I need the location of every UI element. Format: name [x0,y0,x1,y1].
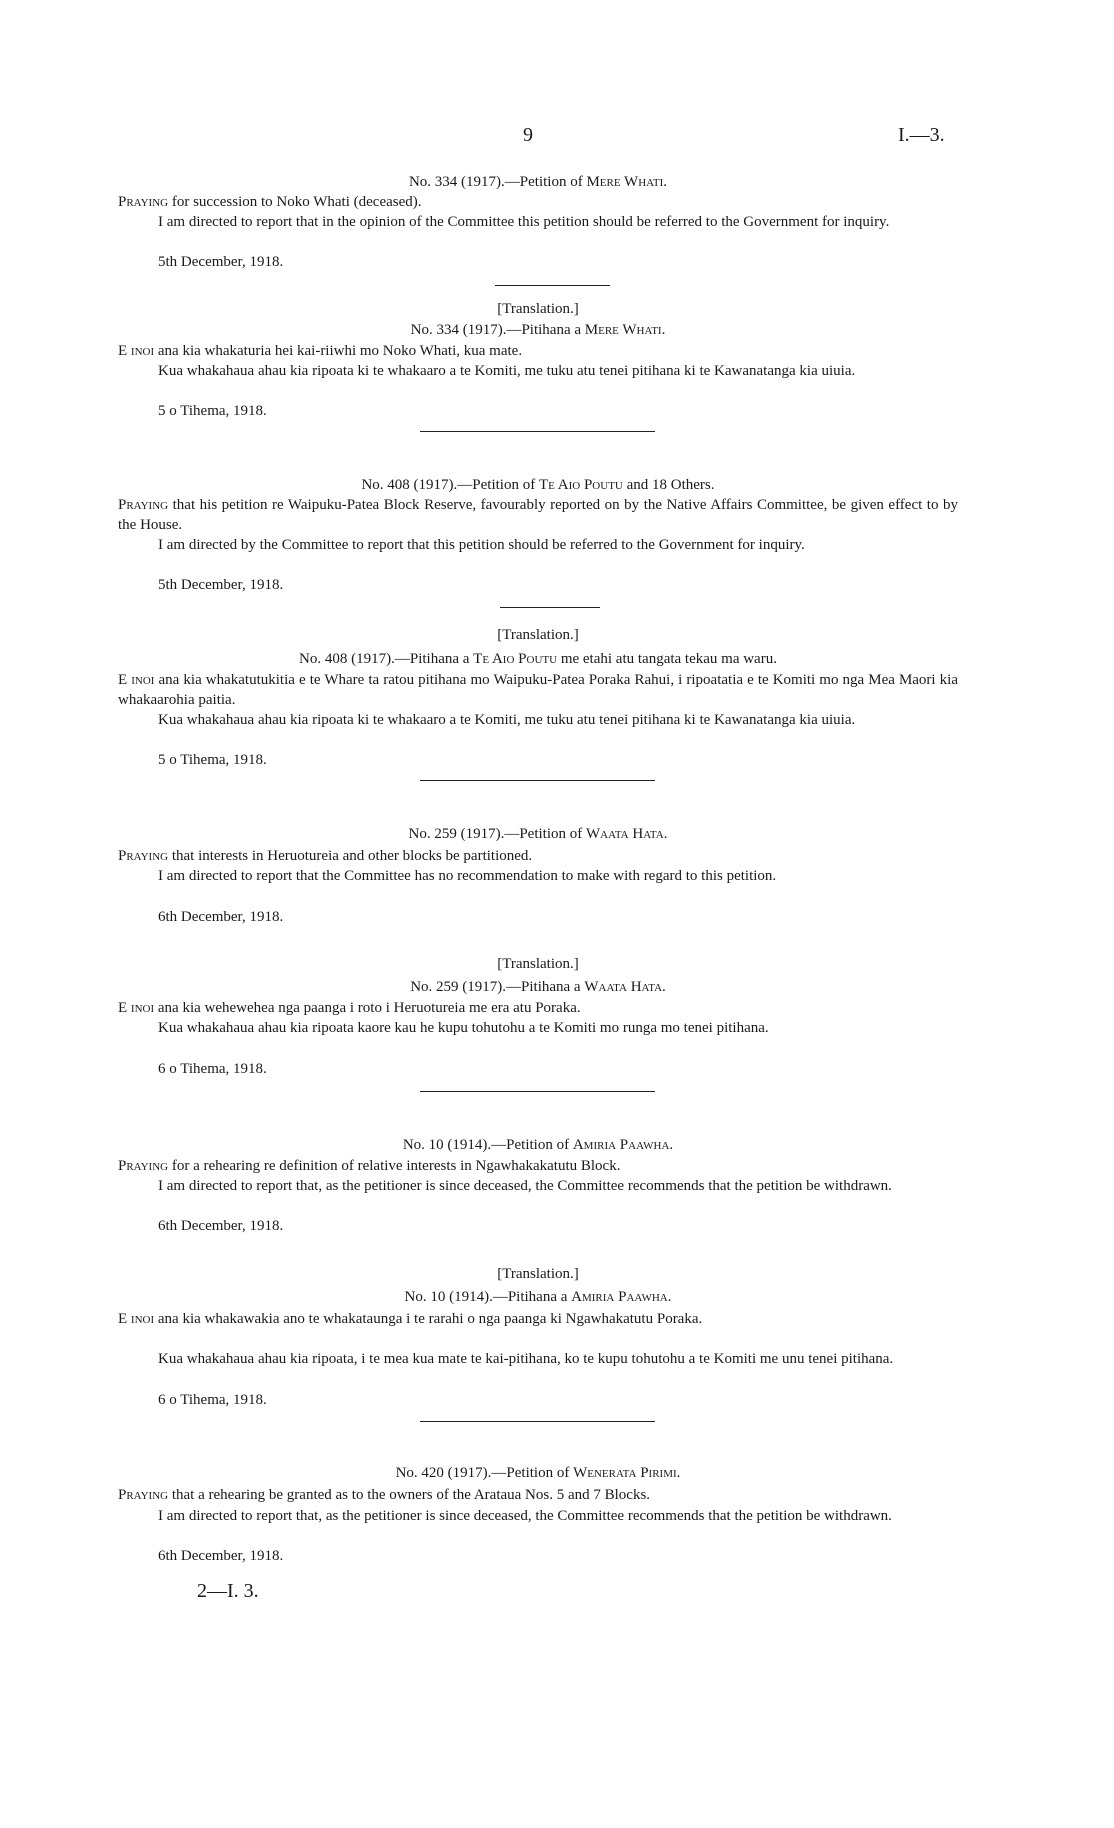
section-divider [420,1091,655,1092]
section-divider [420,780,655,781]
section-divider [420,431,655,432]
petition-report: I am directed to report that, as the petitioner is since deceased, the Committee recommends that the petition be withdrawn. [158,1508,892,1524]
translation-inoi: E inoi ana kia whakawakia ano te whakataunga i te rarahi o nga paanga ki Ngawhakatutu Poraka. [118,1311,703,1327]
translation-report: Kua whakahaua ahau kia ripoata ki te whakaaro a te Komiti, me tuku atu tenei pitihana ki te Kawanatanga kia uiuia. [158,712,856,728]
petition-date: 5th December, 1918. [158,254,284,270]
printer-signature: 2—I. 3. [197,1580,259,1602]
translation-inoi: E inoi ana kia wehewehea nga paanga i roto i Heruotureia me era atu Poraka. [118,1000,581,1016]
translation-title: No. 10 (1914).—Pitihana a Amiria Paawha. [404,1289,672,1305]
translation-report: Kua whakahaua ahau kia ripoata ki te whakaaro a te Komiti, me tuku atu tenei pitihana ki te Kawanatanga kia uiuia. [158,363,856,379]
petition-report: I am directed to report that in the opinion of the Committee this petition should be referred to the Government for inquiry. [158,214,890,230]
petition-title: No. 10 (1914).—Petition of Amiria Paawha. [402,1137,674,1153]
translation-date: 5 o Tihema, 1918. [158,403,267,419]
petition-date: 6th December, 1918. [158,1548,284,1564]
section-divider [420,1421,655,1422]
translation-title: No. 408 (1917).—Pitihana a Te Aio Poutu me etahi atu tangata tekau ma waru. [299,651,777,667]
petition-praying: Praying for succession to Noko Whati (deceased). [118,194,422,210]
translation-title: No. 259 (1917).—Pitihana a Waata Hata. [410,979,666,995]
petition-praying: Praying that a rehearing be granted as to the owners of the Arataua Nos. 5 and 7 Blocks. [118,1487,651,1503]
petition-report: I am directed to report that the Committee has no recommendation to make with regard to this petition. [158,868,777,884]
translation-report: Kua whakahaua ahau kia ripoata kaore kau he kupu tohutohu a te Komiti mo runga mo tenei pitihana. [158,1020,769,1036]
page-number: 9 [523,124,533,146]
petition-title: No. 408 (1917).—Petition of Te Aio Poutu and 18 Others. [361,477,715,493]
petition-praying: Praying that interests in Heruotureia and other blocks be partitioned. [118,848,533,864]
section-divider [495,285,610,286]
translation-inoi: E inoi ana kia whakatutukitia e te Whare ta ratou pitihana mo Waipuku-Patea Poraka Rahui, i ripoatatia e te Komiti mo nga Mea Maori kia whakaarohia paitia. [118,672,958,708]
petition-title: No. 420 (1917).—Petition of Wenerata Pirimi. [395,1465,681,1481]
translation-report: Kua whakahaua ahau kia ripoata, i te mea kua mate te kai-pitihana, ko te kupu tohutohu a te Komiti me unu tenei pitihana. [158,1351,894,1367]
petition-date: 6th December, 1918. [158,1218,284,1234]
petition-date: 6th December, 1918. [158,909,284,925]
translation-date: 6 o Tihema, 1918. [158,1061,267,1077]
petition-report: I am directed to report that, as the petitioner is since deceased, the Committee recommends that the petition be withdrawn. [158,1178,892,1194]
petition-date: 5th December, 1918. [158,577,284,593]
translation-date: 5 o Tihema, 1918. [158,752,267,768]
petition-praying: Praying for a rehearing re definition of relative interests in Ngawhakakatutu Block. [118,1158,621,1174]
translation-label: [Translation.] [497,956,579,972]
section-divider [500,607,600,608]
petition-report: I am directed by the Committee to report that this petition should be referred to the Government for inquiry. [158,537,805,553]
translation-title: No. 334 (1917).—Pitihana a Mere Whati. [410,322,666,338]
translation-label: [Translation.] [497,1266,579,1282]
translation-date: 6 o Tihema, 1918. [158,1392,267,1408]
translation-label: [Translation.] [497,627,579,643]
translation-inoi: E inoi ana kia whakaturia hei kai-riiwhi mo Noko Whati, kua mate. [118,343,523,359]
petition-title: No. 259 (1917).—Petition of Waata Hata. [408,826,668,842]
petition-title: No. 334 (1917).—Petition of Mere Whati. [408,174,668,190]
translation-label: [Translation.] [497,301,579,317]
petition-praying: Praying that his petition re Waipuku-Patea Block Reserve, favourably reported on by the Native Affairs Committee, be given effect to by the House. [118,497,958,533]
document-reference: I.—3. [898,124,945,146]
